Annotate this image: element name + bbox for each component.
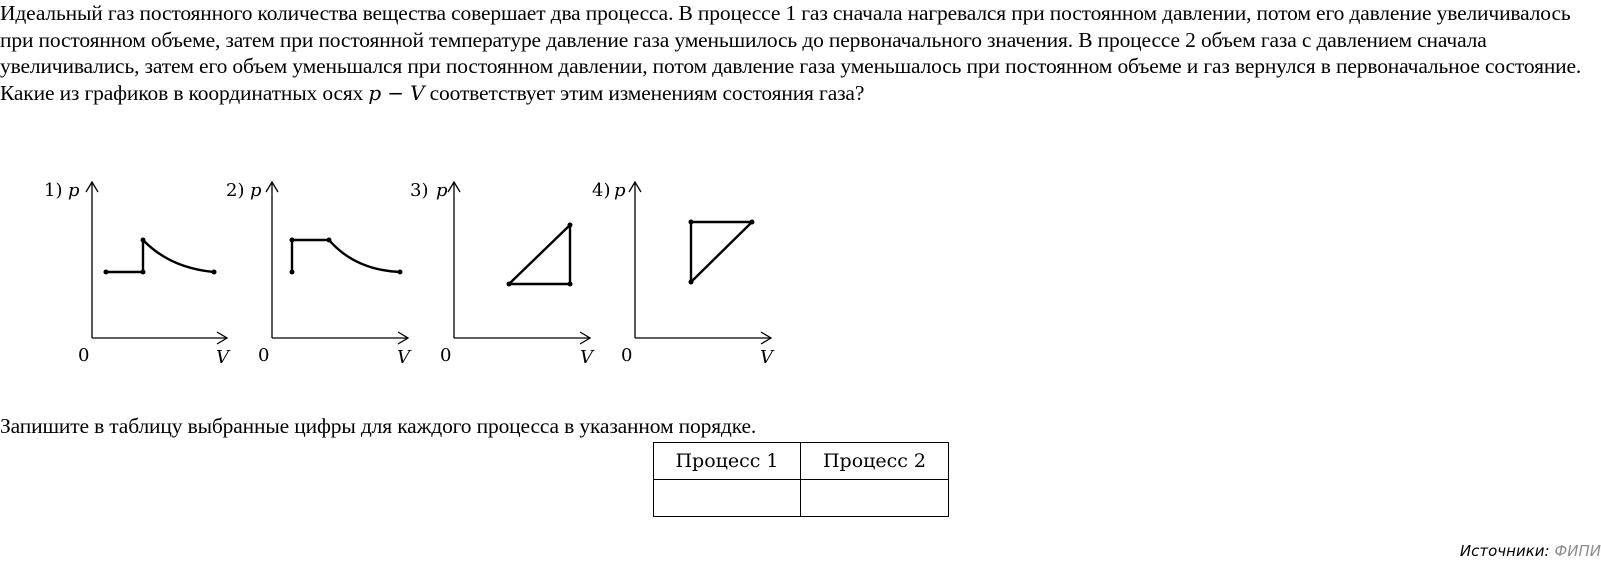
header-process-2: Процесс 2: [801, 443, 949, 480]
graph-1-curve: [106, 240, 214, 272]
x-axis-arrow-icon: [454, 332, 590, 344]
problem-statement: [0, 0, 1601, 106]
graph-2-x-label: V: [397, 347, 410, 368]
answer-table-header-row: [654, 443, 949, 480]
x-axis-arrow-icon: [272, 332, 408, 344]
graph-3-x-label: V: [580, 347, 593, 368]
source-link[interactable]: ФИПИ: [1554, 542, 1601, 560]
graph-1-x-label: V: [216, 347, 229, 368]
graph-1-y-label: p: [68, 180, 80, 201]
graph-4-x-label: V: [760, 347, 773, 368]
graph-2-curve: [292, 240, 400, 272]
y-axis-arrow-icon: [448, 182, 460, 338]
answer-table-input-row: [654, 480, 949, 517]
graph-4: [592, 180, 775, 368]
graph-3: [410, 180, 595, 368]
source-label: Источники:: [1459, 542, 1550, 560]
x-axis-arrow-icon: [92, 332, 227, 344]
graph-1-label: 1): [44, 180, 63, 201]
instruction-text: Запишите в таблицу выбранные цифры для каждого процесса в указанном порядке.: [0, 414, 757, 438]
graph-3-origin: 0: [440, 345, 452, 366]
header-process-1: Процесс 1: [654, 443, 801, 480]
graph-2-y-label: p: [250, 180, 262, 201]
y-axis-arrow-icon: [629, 182, 641, 338]
answer-cell-process-2[interactable]: [801, 480, 949, 517]
graph-4-cycle: [691, 222, 752, 282]
problem-text-end: соответствует этим изменениям состояния газа?: [424, 80, 865, 105]
graph-2: [226, 180, 412, 368]
pv-graphs-svg: [0, 170, 820, 380]
y-axis-arrow-icon: [266, 182, 278, 338]
pv-math: p − V: [368, 80, 425, 105]
x-axis-arrow-icon: [635, 332, 771, 344]
graph-2-origin: 0: [258, 345, 270, 366]
y-axis-arrow-icon: [86, 182, 98, 338]
graphs-panel: [0, 170, 820, 380]
source-line: [1460, 542, 1601, 560]
graph-4-y-label: p: [614, 180, 626, 201]
graph-4-label: 4): [592, 180, 611, 201]
graph-3-cycle: [509, 225, 570, 284]
answer-cell-process-1[interactable]: [654, 480, 801, 517]
graph-1-origin: 0: [78, 345, 90, 366]
graph-3-label: 3): [410, 180, 429, 201]
problem-text: Идеальный газ постоянного количества вещества совершает два процесса. В процессе 1 газ сначала нагревался при постоянном давлении, потом его давление увеличивалось при постоянном объеме, затем при постоянной температуре давление газа уменьшилось до первоначального значения. В процессе 2 объем газа с давлением сначала увеличивались, затем его объем уменьшался при постоянном давлении, потом давление газа уменьшалось при постоянном объеме и газ вернулся в первоначальное состояние. Какие из графиков в координатных осях: [0, 1, 1582, 105]
answer-table: [653, 442, 949, 517]
graph-3-y-label: p: [436, 180, 448, 201]
graph-4-origin: 0: [621, 345, 633, 366]
graph-1: [44, 180, 231, 368]
graph-2-label: 2): [226, 180, 245, 201]
